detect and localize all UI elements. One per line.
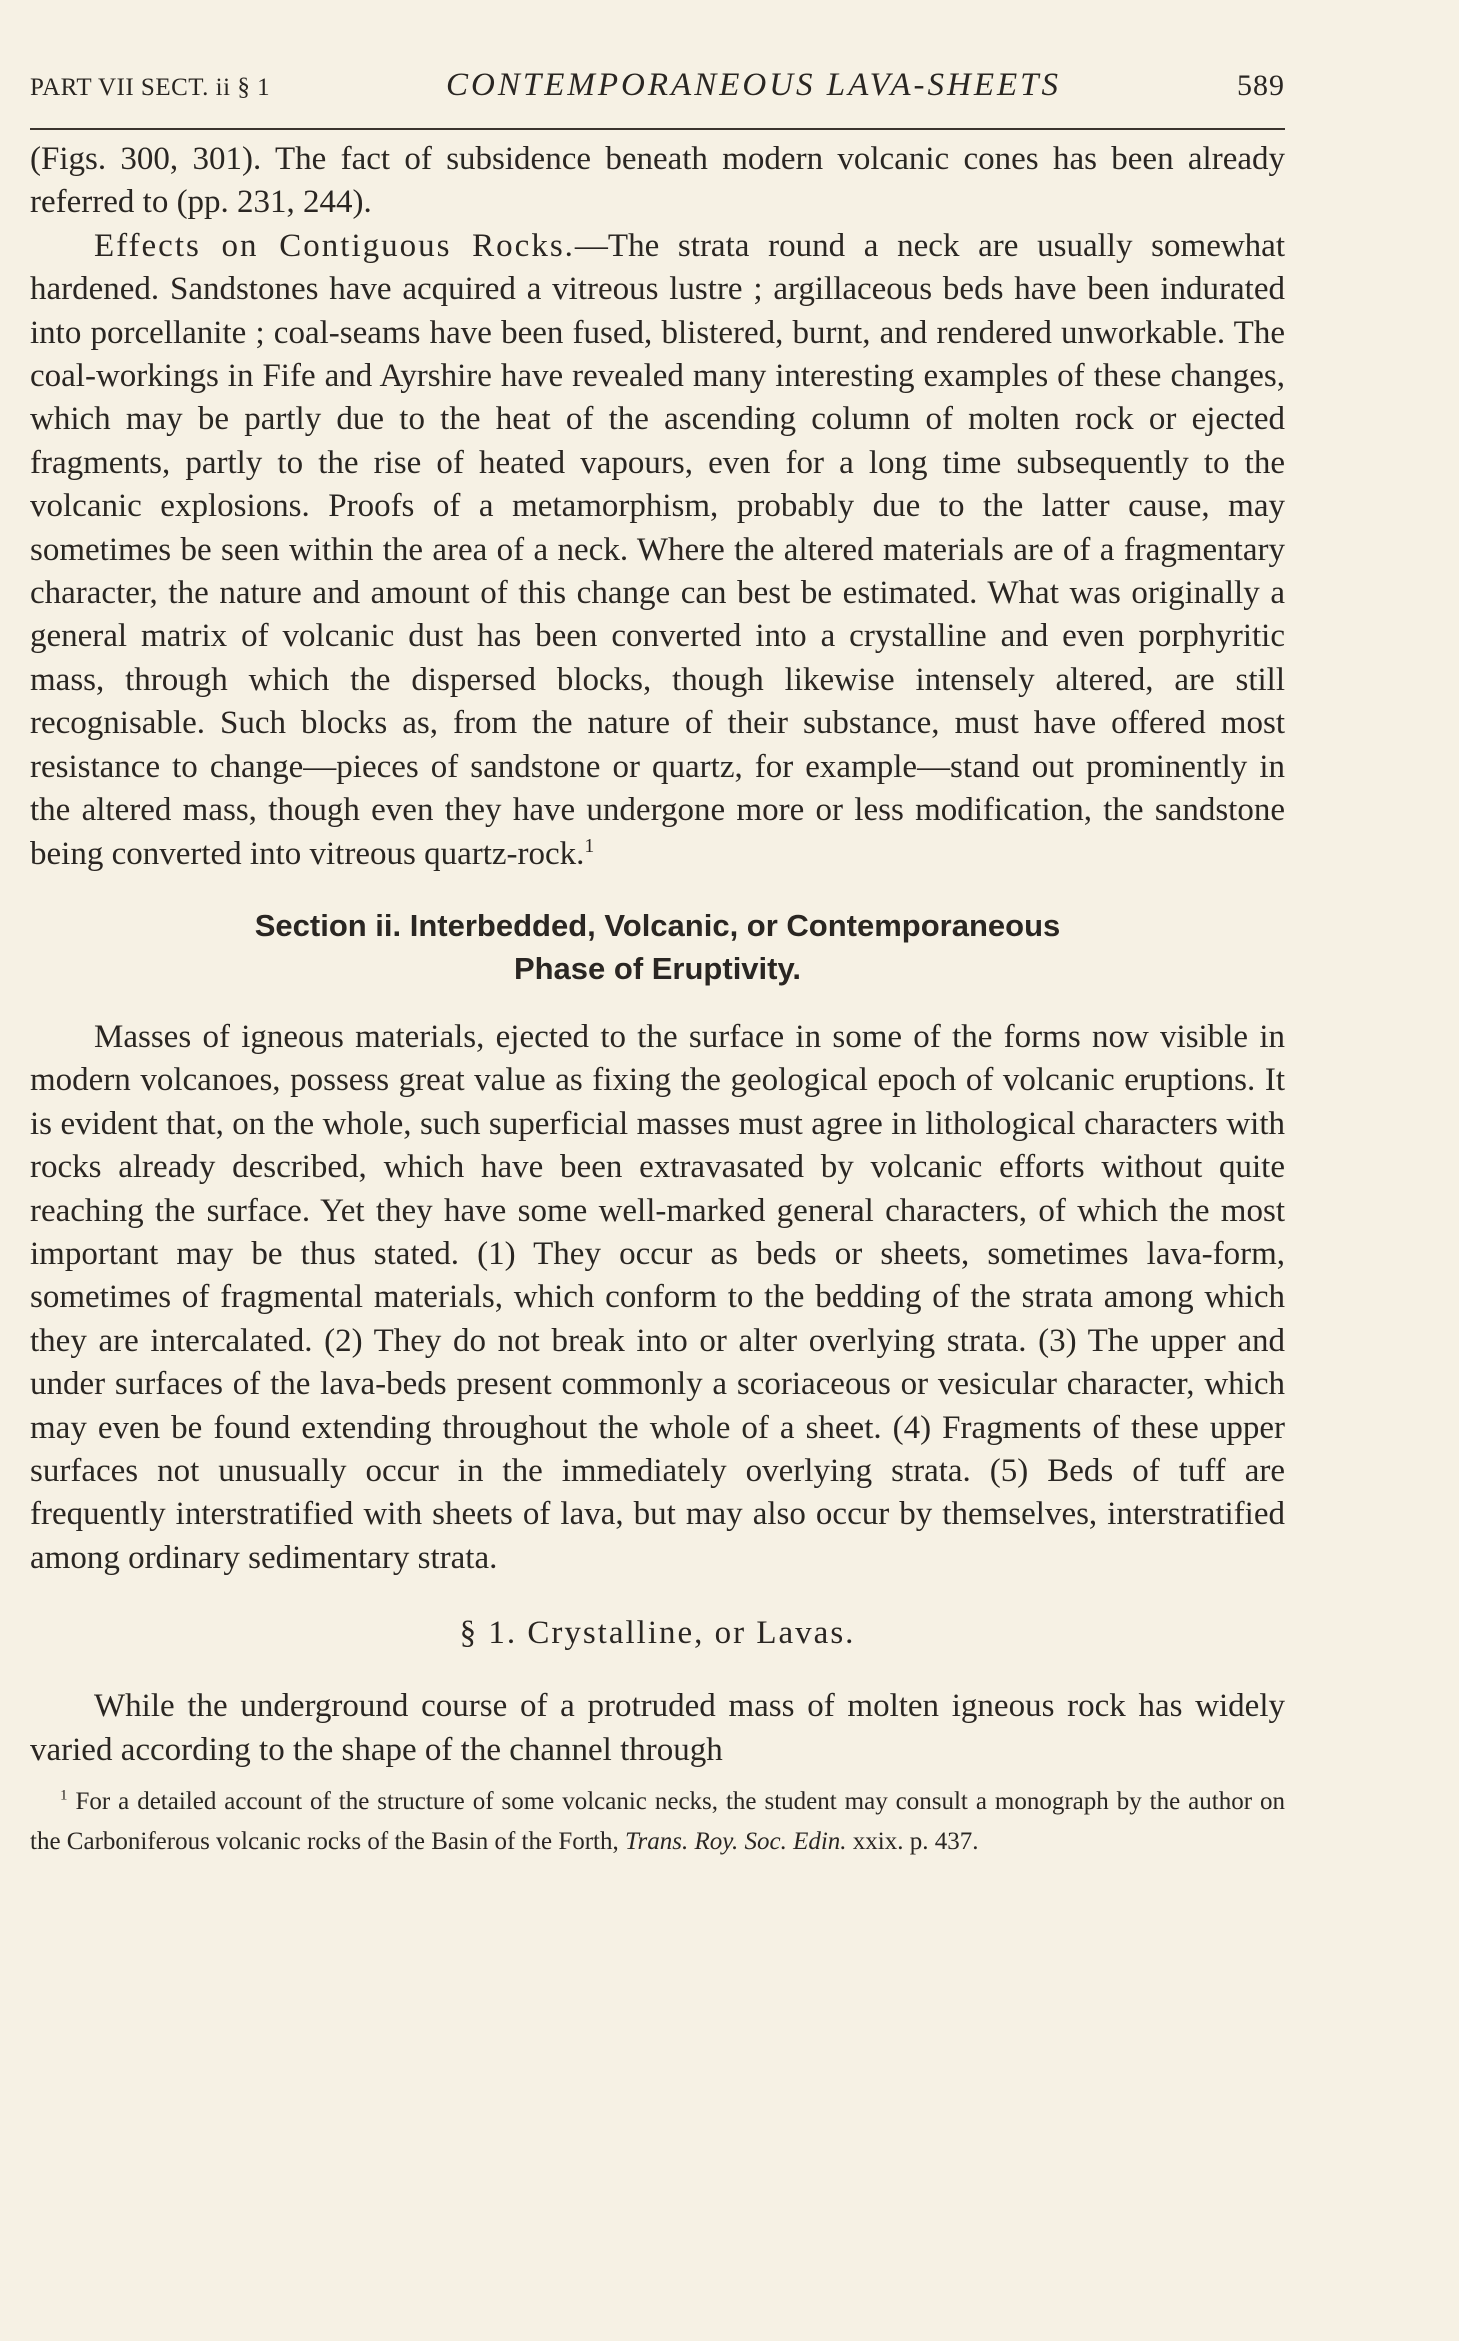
paragraph-effects	[30, 225, 1285, 876]
page-number: 589	[1236, 69, 1285, 102]
paragraph-effects-body: —The strata round a neck are usually somewhat hardened. Sandstones have acquired a vitreous lustre ; argillaceous beds have been indurated into porcellanite ; coal-seams have been fused, blistered, burnt, and rendered unworkable. The coal-workings in Fife and Ayrshire have revealed many interesting examples of these changes, which may be partly due to the heat of the ascending column of molten rock or ejected fragments, partly to the rise of heated vapours, even for a long time subsequently to the volcanic explosions. Proofs of a metamorphism, probably due to the latter cause, may sometimes be seen within the area of a neck. Where the altered materials are of a fragmentary character, the nature and amount of this change can best be estimated. What was originally a general matrix of volcanic dust has been converted into a crystalline and even porphyritic mass, through which the dispersed blocks, though likewise intensely altered, are still recognisable. Such blocks as, from the nature of their substance, must have offered most resistance to change—pieces of sandstone or quartz, for example—stand out prominently in the altered mass, though even they have undergone more or less modification, the sandstone being converted into vitreous quartz-rock.	[30, 227, 1285, 872]
subsection-heading: § 1. Crystalline, or Lavas.	[459, 1615, 856, 1652]
footnote-citation-volume: xxix. p. 437.	[852, 1828, 979, 1855]
paragraph-continuation: (Figs. 300, 301). The fact of subsidence beneath modern volcanic cones has been already referred to (pp. 231, 244).	[30, 141, 1285, 221]
footnote-text: For a detailed account of the structure of some volcanic necks, the student may consult a monograph by the author on the Carboniferous volcanic rocks of the Basin of the Forth,	[30, 1788, 1286, 1855]
running-header	[30, 60, 1285, 110]
header-part-section: PART VII SECT. ii § 1	[30, 74, 271, 101]
section-heading-line1: Section ii. Interbedded, Volcanic, or Contemporaneous	[254, 907, 1061, 943]
body-text	[30, 138, 1285, 1772]
section-heading	[30, 904, 1285, 990]
footnote-citation-journal: Trans. Roy. Soc. Edin.	[625, 1828, 847, 1855]
header-title: CONTEMPORANEOUS LAVA-SHEETS	[446, 67, 1062, 103]
footnote-reference: 1	[584, 834, 595, 857]
footnote	[30, 1782, 1285, 1862]
footnote-mark: 1	[60, 1787, 68, 1804]
header-rule	[30, 128, 1285, 130]
paragraph-masses: Masses of igneous materials, ejected to the surface in some of the forms now visible in modern volcanoes, possess great value as fixing the geological epoch of volcanic eruptions. It is evident that, on the whole, such superficial masses must agree in lithological characters with rocks already described, which have been extravasated by volcanic efforts without quite reaching the surface. Yet they have some well-marked general characters, of which the most important may be thus stated. (1) They occur as beds or sheets, sometimes lava-form, sometimes of fragmental materials, which conform to the bedding of the strata among which they are intercalated. (2) They do not break into or alter overlying strata. (3) The upper and under surfaces of the lava-beds present commonly a scoriaceous or vesicular character, which may even be found extending throughout the whole of a sheet. (4) Fragments of these upper surfaces not unusually occur in the immediately overlying strata. (5) Beds of tuff are frequently interstratified with sheets of lava, but may also occur by themselves, interstratified among ordinary sedimentary strata.	[30, 1018, 1285, 1576]
paragraph-lead-heading: Effects on Contiguous Rocks.	[94, 227, 575, 264]
page	[30, 60, 1285, 1862]
footnotes	[30, 1782, 1285, 1862]
section-heading-line2: Phase of Eruptivity.	[513, 950, 802, 986]
paragraph-while: While the underground course of a protruded mass of molten igneous rock has widely varied according to the shape of the channel through	[30, 1688, 1285, 1768]
